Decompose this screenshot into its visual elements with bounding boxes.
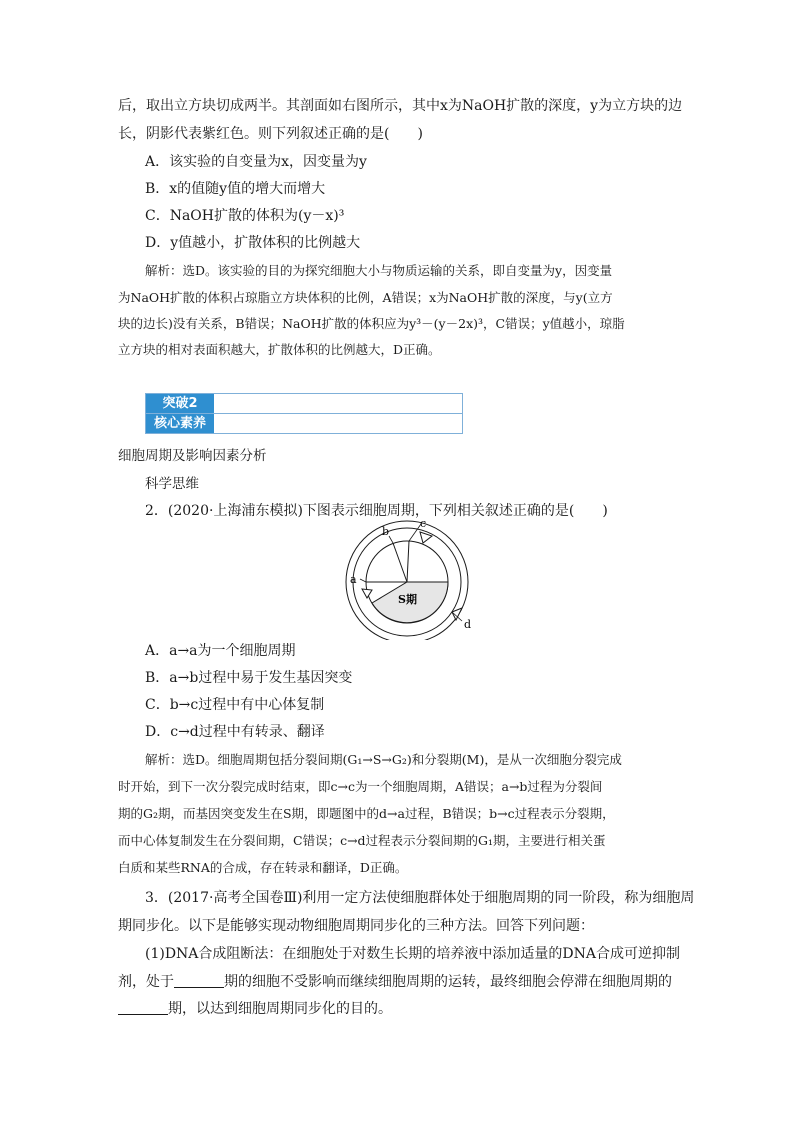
section-tag-core-literacy: 核心素养 xyxy=(146,414,214,433)
answer-blank-2[interactable] xyxy=(118,1000,168,1015)
section-header-box xyxy=(145,393,463,434)
q1-explanation-line4: 立方块的相对表面积越大，扩散体积的比例越大，D正确。 xyxy=(118,342,441,357)
q2-option-a: A．a→a为一个细胞周期 xyxy=(145,643,296,659)
q1-option-b: B．x的值随y值的增大而增大 xyxy=(145,181,326,197)
q1-option-d: D．y值越小，扩散体积的比例越大 xyxy=(145,235,361,251)
label-d: d xyxy=(464,618,472,631)
q2-option-d: D．c→d过程中有转录、翻译 xyxy=(145,724,325,740)
section-title: 细胞周期及影响因素分析 xyxy=(118,448,267,464)
q1-explanation-line2: 为NaOH扩散的体积占琼脂立方块体积的比例，A错误；x为NaOH扩散的深度，与y(立方 xyxy=(118,290,613,305)
q3-stem-line1: 3．(2017·高考全国卷Ⅲ)利用一定方法使细胞群体处于细胞周期的同一阶段，称为细胞周 xyxy=(145,890,695,906)
q2-option-c: C．b→c过程中有中心体复制 xyxy=(145,697,325,713)
q3-part1-line2-suffix: 期的细胞不受影响而继续细胞周期的运转，最终细胞会停滞在细胞周期的 xyxy=(224,974,672,990)
label-c: c xyxy=(420,520,427,530)
q3-part1-line3 xyxy=(118,1000,392,1018)
leader-b xyxy=(389,536,393,543)
leader-a xyxy=(360,579,366,582)
q1-stem-line2: 长，阴影代表紫红色。则下列叙述正确的是( ) xyxy=(118,126,423,142)
q3-part1-line2-prefix: 剂，处于 xyxy=(118,974,174,990)
q2-explanation-line1: 解析：选D。细胞周期包括分裂间期(G₁→S→G₂)和分裂期(M)，是从一次细胞分裂完成 xyxy=(145,752,622,767)
answer-blank-1[interactable] xyxy=(174,973,224,988)
section-header-row-2 xyxy=(146,414,462,433)
section-subtitle: 科学思维 xyxy=(145,476,199,492)
q3-part1-line2 xyxy=(118,973,672,991)
cell-cycle-diagram xyxy=(0,520,794,640)
section-tag-breakthrough: 突破2 xyxy=(146,394,214,413)
q2-stem: 2．(2020·上海浦东模拟)下图表示细胞周期，下列相关叙述正确的是( ) xyxy=(145,503,608,519)
q1-option-c: C．NaOH扩散的体积为(y－x)³ xyxy=(145,208,345,224)
q3-part1-line3-suffix: 期，以达到细胞周期同步化的目的。 xyxy=(168,1001,392,1017)
label-b: b xyxy=(382,525,390,538)
q1-stem-line1: 后，取出立方块切成两半。其剖面如右图所示，其中x为NaOH扩散的深度，y为立方块的边 xyxy=(118,98,683,114)
label-a: a xyxy=(350,573,357,586)
q3-stem-line2: 期同步化。以下是能够实现动物细胞周期同步化的三种方法。回答下列问题： xyxy=(118,918,594,934)
q2-explanation-line5: 白质和某些RNA的合成，存在转录和翻译，D正确。 xyxy=(118,860,408,875)
section-header-row-1 xyxy=(146,394,462,414)
q2-option-b: B．a→b过程中易于发生基因突变 xyxy=(145,670,353,686)
q1-explanation-line1: 解析：选D。该实验的目的为探究细胞大小与物质运输的关系，即自变量为y，因变量 xyxy=(145,263,613,278)
q3-part1-line1: (1)DNA合成阻断法：在细胞处于对数生长期的培养液中添加适量的DNA合成可逆抑制 xyxy=(145,946,680,962)
q2-explanation-line3: 期的G₂期，而基因突变发生在S期，即题图中的d→a过程，B错误；b→c过程表示分裂期， xyxy=(118,806,615,821)
q1-option-a: A．该实验的自变量为x，因变量为y xyxy=(145,154,367,170)
label-s-phase: S期 xyxy=(398,593,417,606)
q1-explanation-line3: 块的边长)没有关系，B错误；NaOH扩散的体积应为y³－(y－2x)³，C错误；y值越小，琼脂 xyxy=(118,316,625,331)
q2-explanation-line4: 而中心体复制发生在分裂间期，C错误；c→d过程表示分裂间期的G₁期，主要进行相关蛋 xyxy=(118,833,606,848)
q2-explanation-line2: 时开始，到下一次分裂完成时结束，即c→c为一个细胞周期，A错误；a→b过程为分裂间 xyxy=(118,779,603,794)
